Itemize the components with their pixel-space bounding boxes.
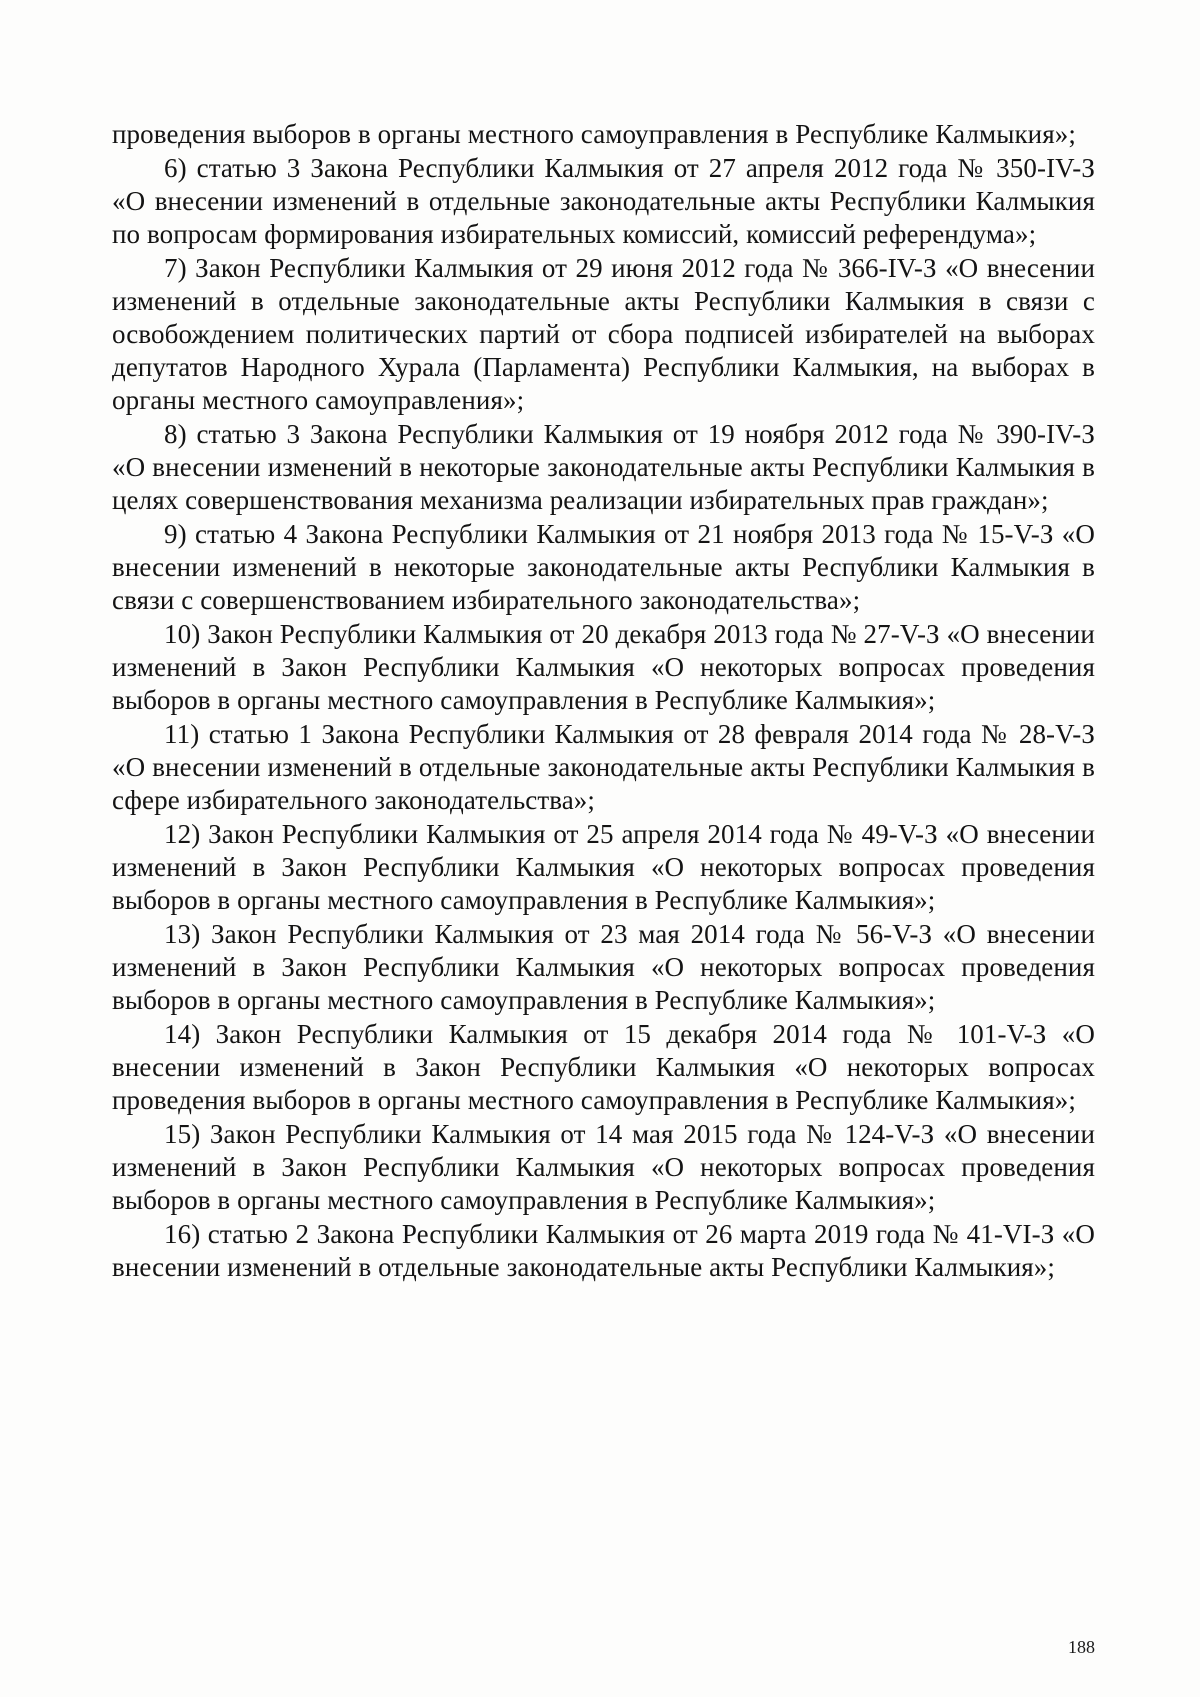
- list-item-13: 13) Закон Республики Калмыкия от 23 мая 2014 года № 56-V-З «О внесении изменений в Закон Республики Калмыкия «О некоторых вопросах проведения выборов в органы местного самоуправления в Республике Калмыкия»;: [112, 919, 1095, 1015]
- list-item-12: 12) Закон Республики Калмыкия от 25 апреля 2014 года № 49-V-З «О внесении изменений в Закон Республики Калмыкия «О некоторых вопросах проведения выборов в органы местного самоуправления в Республике Калмыкия»;: [112, 819, 1095, 915]
- list-item-10: 10) Закон Республики Калмыкия от 20 декабря 2013 года № 27-V-З «О внесении изменений в Закон Республики Калмыкия «О некоторых вопросах проведения выборов в органы местного самоуправления в Республике Калмыкия»;: [112, 619, 1095, 715]
- list-item-9: 9) статью 4 Закона Республики Калмыкия от 21 ноября 2013 года № 15-V-З «О внесении изменений в некоторые законодательные акты Республики Калмыкия в связи с совершенствованием избирательного законодательства»;: [112, 519, 1095, 615]
- continuation-paragraph: проведения выборов в органы местного самоуправления в Республике Калмыкия»;: [112, 119, 1076, 149]
- list-item-14: 14) Закон Республики Калмыкия от 15 декабря 2014 года № 101-V-З «О внесении изменений в Закон Республики Калмыкия «О некоторых вопросах проведения выборов в органы местного самоуправления в Республике Калмыкия»;: [112, 1019, 1095, 1115]
- page-number: 188: [1068, 1637, 1095, 1657]
- document-body: [112, 118, 1095, 1285]
- list-item-8: 8) статью 3 Закона Республики Калмыкия от 19 ноября 2012 года № 390-IV-З «О внесении изменений в некоторые законодательные акты Республики Калмыкия в целях совершенствования механизма реализации избирательных прав граждан»;: [112, 419, 1095, 515]
- list-item-6: 6) статью 3 Закона Республики Калмыкия от 27 апреля 2012 года № 350-IV-З «О внесении изменений в отдельные законодательные акты Республики Калмыкия по вопросам формирования избирательных комиссий, комиссий референдума»;: [112, 153, 1095, 249]
- list-item-15: 15) Закон Республики Калмыкия от 14 мая 2015 года № 124-V-З «О внесении изменений в Закон Республики Калмыкия «О некоторых вопросах проведения выборов в органы местного самоуправления в Республике Калмыкия»;: [112, 1119, 1095, 1215]
- list-item-11: 11) статью 1 Закона Республики Калмыкия от 28 февраля 2014 года № 28-V-З «О внесении изменений в отдельные законодательные акты Республики Калмыкия в сфере избирательного законодательства»;: [112, 719, 1095, 815]
- list-item-7: 7) Закон Республики Калмыкия от 29 июня 2012 года № 366-IV-З «О внесении изменений в отдельные законодательные акты Республики Калмыкия в связи с освобождением политических партий от сбора подписей избирателей на выборах депутатов Народного Хурала (Парламента) Республики Калмыкия, на выборах в органы местного самоуправления»;: [112, 253, 1095, 415]
- list-item-16: 16) статью 2 Закона Республики Калмыкия от 26 марта 2019 года № 41-VI-З «О внесении изменений в отдельные законодательные акты Республики Калмыкия»;: [112, 1219, 1095, 1282]
